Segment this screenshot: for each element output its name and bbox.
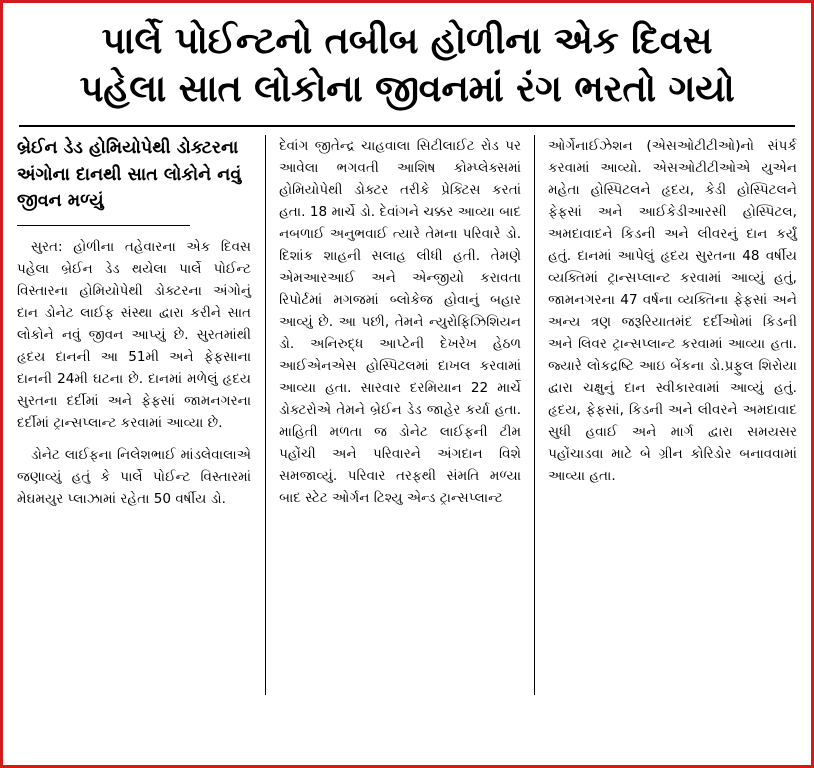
- column-2: [266, 135, 534, 695]
- paragraph: ડોનેટ લાઈફના નિલેશભાઈ માંડલેવાલાએ જણાવ્યું હતું કે પાર્લે પોઈન્ટ વિસ્તારમાં મેઘમયુર પ્લાઝામાં રહેતા 50 વર્ષીય ડો.: [17, 447, 252, 508]
- kicker-divider: [17, 225, 190, 226]
- article-body: [17, 135, 797, 695]
- paragraph: દેવાંગ જીતેન્દ્ર ચાહવાલા સિટીલાઈટ રોડ પર આવેલા ભગવતી આશિષ કોમ્પ્લેક્સમાં હોમિયોપેથી ડોક્ટર તરીકે પ્રેક્ટિસ કરતાં હતા. 18 માર્ચે ડો. દેવાંગને ચક્કર આવ્યા બાદ નબળાઈ અનુભવાઈ ત્યારે તેમના પરિવારે ડો. દિશાંક શાહની સલાહ લીધી હતી. તેમણે એમઆરઆઈ અને એન્જીયો કરાવતા રિપોર્ટમાં મગજમાં બ્લોકેજ હોવાનું બહાર આવ્યું છે. આ પછી, તેમને ન્યુરોફિઝિશિયન ડો. અનિરુદ્ધ આપ્ટેની દેખરેખ હેઠળ આઈએનએસ હોસ્પિટલમાં દાખલ કરવામાં આવ્યા હતા. સારવાર દરમિયાન 22 માર્ચે ડોક્ટરોએ તેમને બ્રેઈન ડેડ જાહેર કર્યા હતા. માહિતી મળતા જ ડોનેટ લાઈફની ટીમ પહોંચી અને પરિવારને અંગદાન વિશે સમજાવ્યું. પરિવાર તરફથી સંમતિ મળ્યા બાદ સ્ટેટ ઓર્ગન ટિશ્યુ એન્ડ ટ્રાન્સપ્લાન્ટ: [279, 138, 522, 507]
- paragraph: ઓર્ગેનાઈઝેશન (એસઓટીટીઓ)નો સંપર્ક કરવામાં આવ્યો. એસઓટીટીઓએ યુએન મહેતા હોસ્પિટલને હૃદય, કેડી હોસ્પિટલને ફેફસાં અને આઈકેડીઆરસી હોસ્પિટલ, અમદાવાદને કિડની અને લીવરનું દાન કર્યું હતું. દાનમાં આપેલું હૃદય સુરતના 48 વર્ષીય વ્યક્તિમાં ટ્રાન્સપ્લાન્ટ કરવામાં આવ્યું હતું, જામનગરના 47 વર્ષના વ્યક્તિના ફેફસાં અને અન્ય ત્રણ જરૂરિયાતમંદ દર્દીઓમાં કિડની અને લિવર ટ્રાન્સપ્લાન્ટ કરવામાં આવ્યા હતા. જ્યારે લોકદ્રષ્ટિ આઇ બેંકના ડો.પ્રફુલ શિરોયા દ્વારા ચક્ષુનું દાન સ્વીકારવામાં આવ્યું હતું. હૃદય, ફેફસાં, કિડની અને લીવરને અમદાવાદ સુધી હવાઈ અને માર્ગ દ્વારા સમયસર પહોંચાડવા માટે બે ગ્રીન કોરિડોર બનાવવામાં આવ્યા હતા.: [548, 138, 797, 485]
- paragraph: સુરત: હોળીના તહેવારના એક દિવસ પહેલા બ્રેઈન ડેડ થયેલા પાર્લે પોઈન્ટ વિસ્તારના હોમિયોપેથી ડોક્ટરના અંગોનું દાન ડોનેટ લાઈફ સંસ્થા દ્વારા કરીને સાત લોકોને નવું જીવન આપ્યું છે. સુરતમાંથી હૃદય દાનની આ 51મી અને ફેફસાના દાનની 24મી ઘટના છે. દાનમાં મળેલું હૃદય સુરતના દર્દીમાં અને ફેફસાં જામનગરના દર્દીમાં ટ્રાન્સપ્લાન્ટ કરવામાં આવ્યા છે.: [17, 238, 252, 432]
- headline-line-2: પહેલા સાત લોકોના જીવનમાં રંગ ભરતો ગયો: [79, 67, 735, 111]
- column-1: [17, 135, 265, 695]
- article-kicker: બ્રેઈન ડેડ હોમિયોપેથી ડોક્ટરના અંગોના દાનથી સાત લોકોને નવું જીવન મળ્યું: [17, 138, 242, 212]
- page-title: [17, 13, 797, 121]
- headline-divider: [19, 125, 795, 127]
- headline-line-1: પાર્લે પોઈન્ટનો તબીબ હોળીના એક દિવસ: [101, 19, 713, 62]
- column-3: [535, 135, 797, 695]
